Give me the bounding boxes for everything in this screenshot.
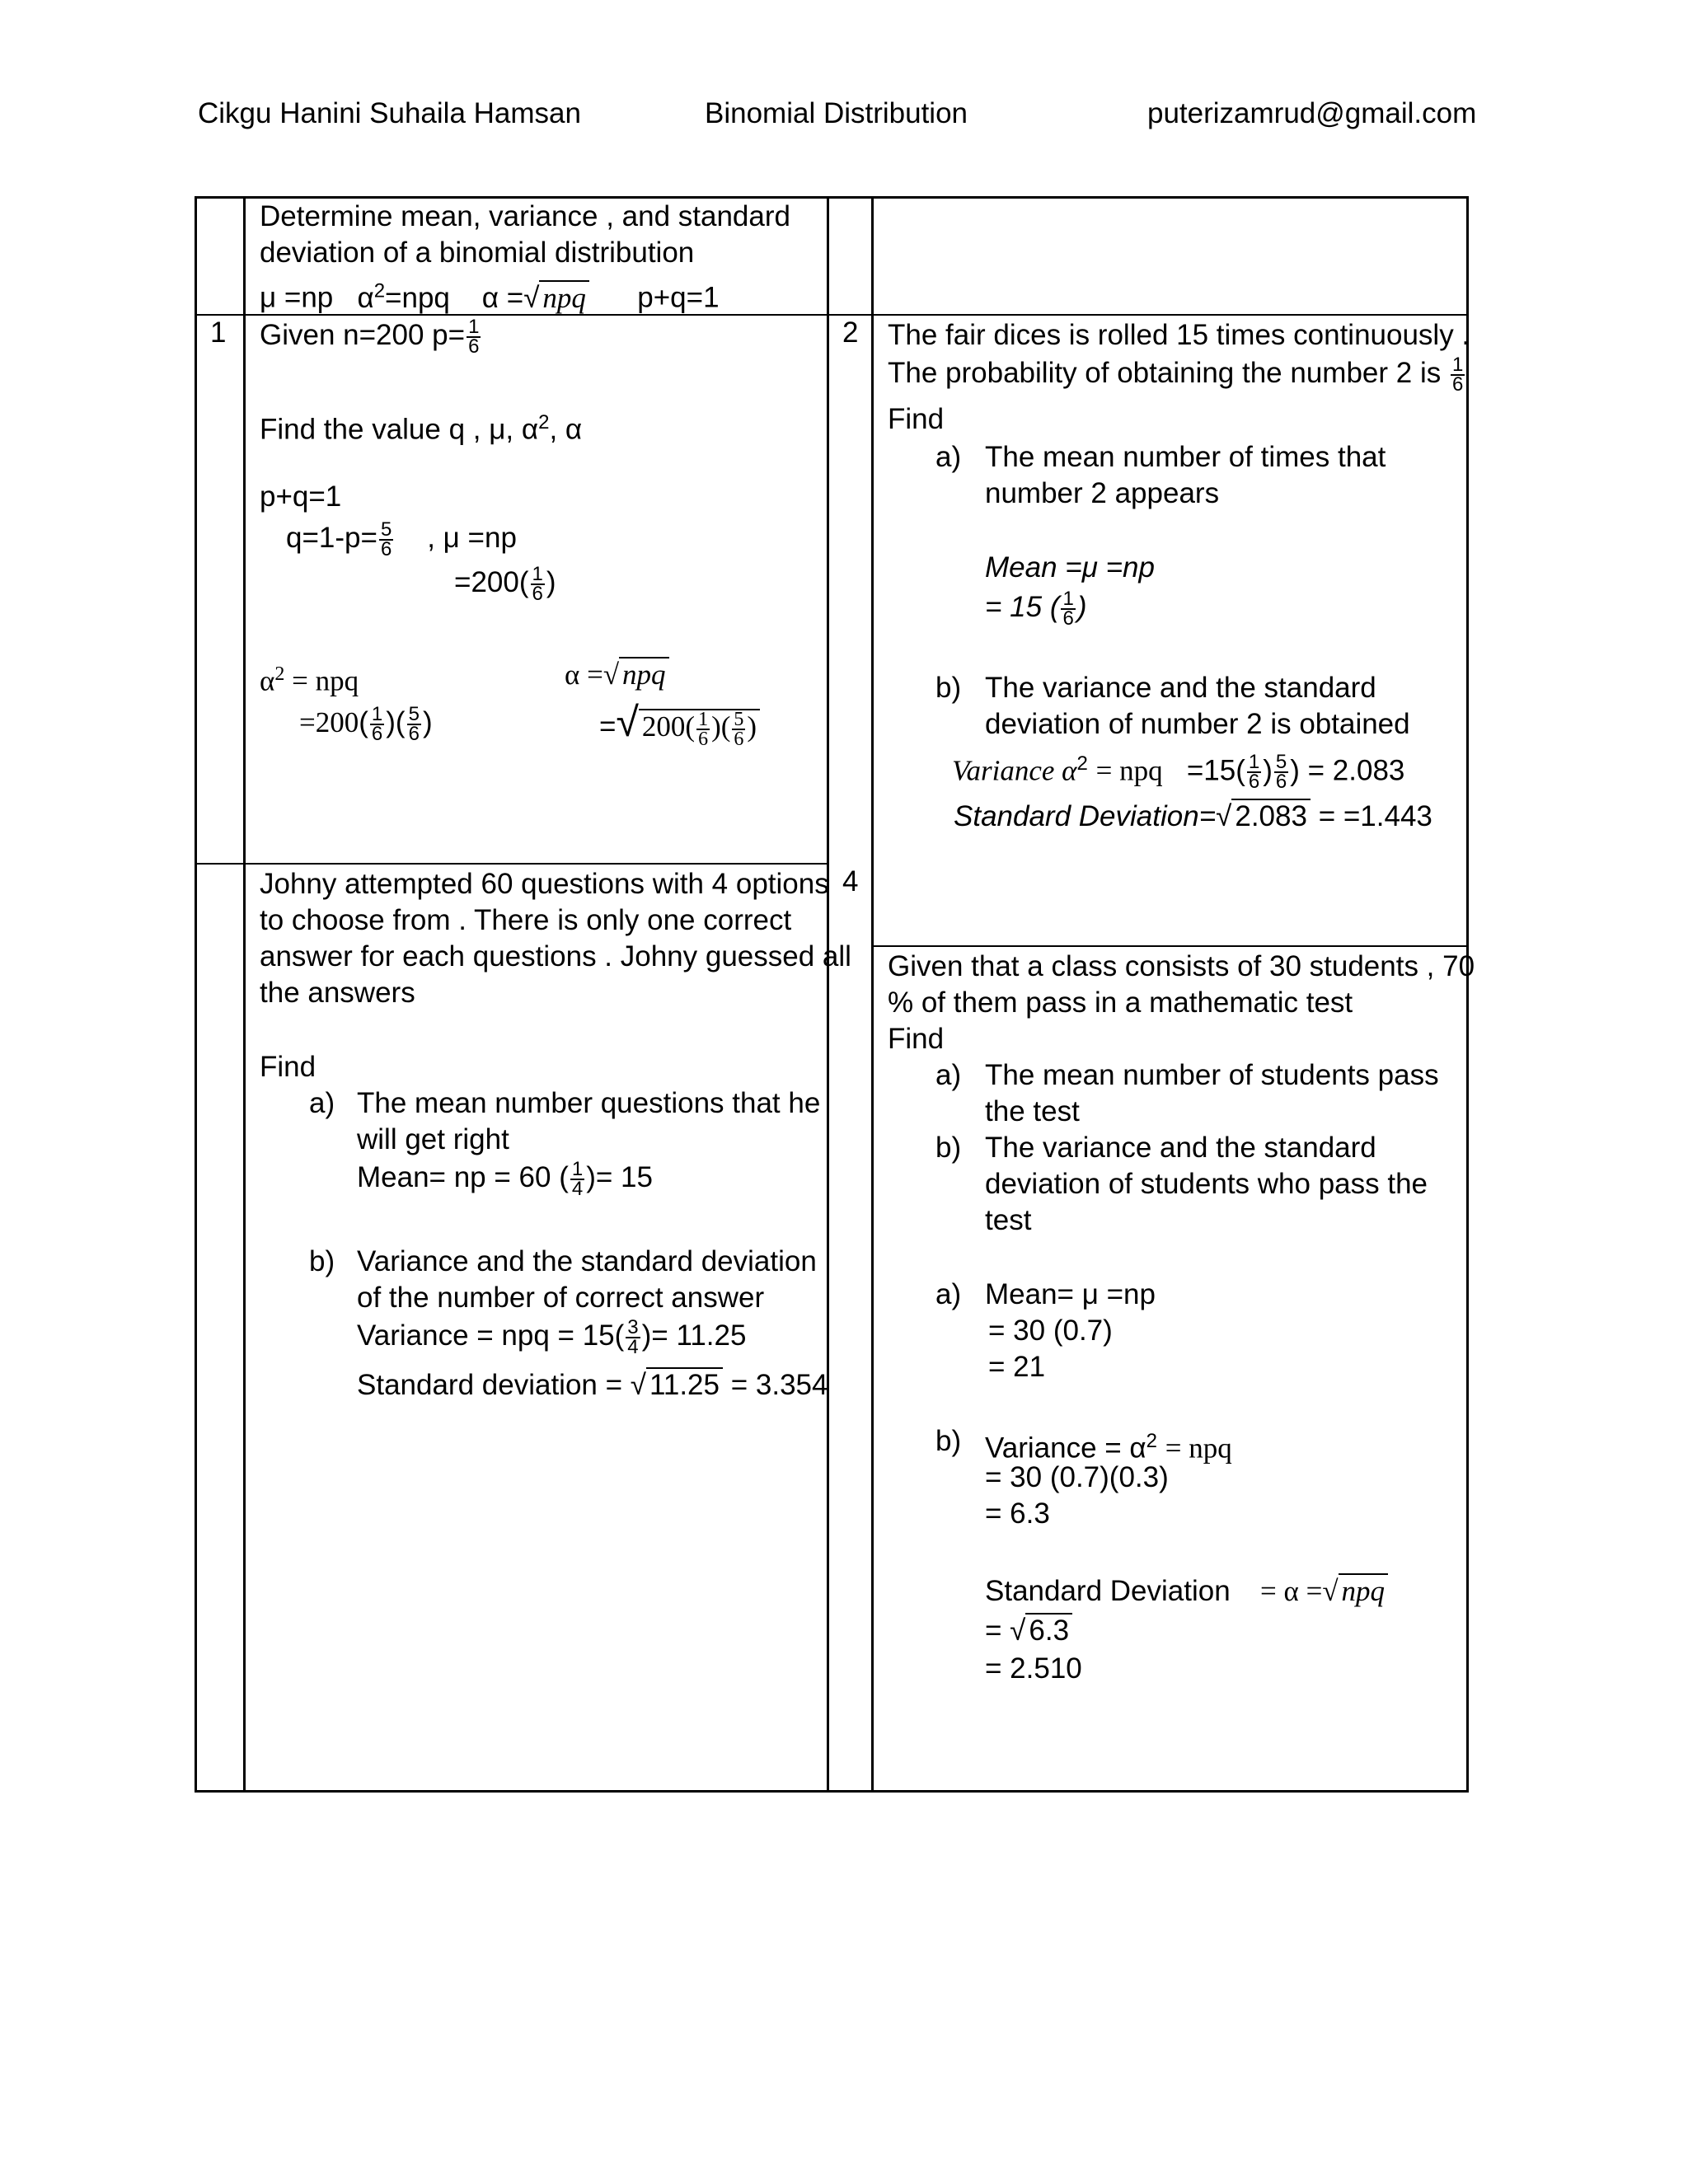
find-line: Find bbox=[888, 1023, 945, 1055]
question-number: 2 bbox=[842, 316, 859, 349]
mean-line: Mean= np = 60 ( $\frac{1}{4}$ )= 15 bbox=[357, 1157, 653, 1200]
q3-line: answer for each questions . Johny guessed all bbox=[260, 940, 851, 972]
part-b-text: The variance and the standard bbox=[985, 1132, 1376, 1164]
q2-line: The probability of obtaining the number 2 is $\frac{1}{6}$ bbox=[888, 353, 1464, 396]
question-number: 1 bbox=[210, 316, 227, 349]
q3-line: to choose from . There is only one correct bbox=[260, 904, 792, 936]
answer-a-mark: a) bbox=[935, 1278, 962, 1310]
mean-value: = 15 ( $\frac{1}{6}$ ) bbox=[985, 587, 1087, 630]
variance-line: Variance $\alpha^2$ = npq =15( $\frac{1}{6}$ ) $\frac{5}{6}$ ) = 2.083 bbox=[952, 751, 1405, 794]
intro-line: deviation of a binomial distribution bbox=[260, 237, 695, 269]
author-name: Cikgu Hanini Suhaila Hamsan bbox=[198, 97, 581, 129]
sd-line: = 2.510 bbox=[985, 1652, 1082, 1685]
q3-line: Johny attempted 60 questions with 4 options bbox=[260, 868, 829, 900]
mu-line: =200( $\frac{1}{6}$ ) bbox=[454, 562, 556, 605]
mean-line: = 30 (0.7) bbox=[988, 1315, 1113, 1347]
mean-line: Mean= μ =np bbox=[985, 1278, 1156, 1310]
q2-line: The fair dices is rolled 15 times continuously . bbox=[888, 319, 1470, 351]
sd-line: Standard Deviation=√ 2.083 = =1.443 bbox=[954, 800, 1432, 832]
find-line: Find the value q , μ, $\alpha^2$, α bbox=[260, 411, 583, 446]
variance-line: Variance = npq = 15( $\frac{3}{4}$ )= 11.25 bbox=[357, 1315, 747, 1358]
part-b-text: deviation of number 2 is obtained bbox=[985, 708, 1410, 740]
sd-value: =√ 200( $\frac{1}{6}$ )( $\frac{5}{6}$ ) bbox=[599, 704, 760, 748]
part-a-mark: a) bbox=[935, 441, 962, 473]
fraction: $\frac{1}{6}$ bbox=[468, 315, 480, 358]
answer-b-mark: b) bbox=[935, 1425, 962, 1457]
part-b-mark: b) bbox=[935, 1132, 962, 1164]
intro-line: Determine mean, variance , and standard bbox=[260, 200, 790, 232]
given-line: Given n=200 p= $\frac{1}{6}$ bbox=[260, 315, 480, 358]
variance-line: Variance = $\alpha^2$ = npq bbox=[985, 1430, 1232, 1465]
part-a-mark: a) bbox=[309, 1087, 335, 1119]
part-b-text: The variance and the standard bbox=[985, 672, 1376, 704]
variance-line: = 30 (0.7)(0.3) bbox=[985, 1461, 1169, 1493]
part-a-text: will get right bbox=[357, 1123, 509, 1155]
sd-line: α =√ npq bbox=[565, 656, 669, 693]
author-email: puterizamrud@gmail.com bbox=[1147, 97, 1477, 129]
part-b-text: deviation of students who pass the bbox=[985, 1168, 1428, 1200]
part-b-mark: b) bbox=[309, 1245, 335, 1277]
sd-formula: = α =√ npq bbox=[1260, 1572, 1388, 1610]
variance-line: $\alpha^2$ = npq bbox=[260, 663, 359, 697]
part-a-text: The mean number of students pass bbox=[985, 1059, 1439, 1091]
part-b-mark: b) bbox=[935, 672, 962, 704]
question-number: 4 bbox=[842, 865, 859, 898]
q3-line: the answers bbox=[260, 977, 415, 1009]
formula-pq: p+q=1 bbox=[637, 281, 720, 314]
mean-line: Mean =μ =np bbox=[985, 551, 1155, 583]
part-a-text: the test bbox=[985, 1095, 1080, 1127]
sd-line: Standard deviation = √ 11.25 = 3.354 bbox=[357, 1369, 828, 1401]
page-topic: Binomial Distribution bbox=[705, 97, 968, 129]
part-b-text: of the number of correct answer bbox=[357, 1282, 765, 1314]
part-a-text: The mean number questions that he bbox=[357, 1087, 821, 1119]
formula-sd: α =√ npq bbox=[482, 282, 589, 314]
part-a-text: The mean number of times that bbox=[985, 441, 1386, 473]
pq-line: p+q=1 bbox=[260, 480, 342, 513]
part-a-mark: a) bbox=[935, 1059, 962, 1091]
q4-line: Given that a class consists of 30 students , 70 bbox=[888, 950, 1475, 982]
formula-mean: μ =np bbox=[260, 281, 334, 314]
mean-line: = 21 bbox=[988, 1351, 1046, 1383]
part-a-text: number 2 appears bbox=[985, 477, 1220, 509]
formula-variance: $\alpha^2=npq$ bbox=[357, 279, 450, 314]
find-line: Find bbox=[260, 1051, 316, 1083]
formula-row bbox=[260, 272, 720, 316]
sd-label: Standard Deviation bbox=[985, 1575, 1231, 1607]
part-b-text: test bbox=[985, 1204, 1032, 1236]
sd-line: = √ 6.3 bbox=[985, 1612, 1072, 1649]
part-b-text: Variance and the standard deviation bbox=[357, 1245, 817, 1277]
variance-value: =200( $\frac{1}{6}$ )( $\frac{5}{6}$ ) bbox=[299, 702, 433, 745]
q-line: q=1-p= $\frac{5}{6}$ , μ =np bbox=[286, 518, 517, 560]
variance-line: = 6.3 bbox=[985, 1497, 1050, 1530]
q4-line: % of them pass in a mathematic test bbox=[888, 987, 1353, 1019]
find-line: Find bbox=[888, 403, 945, 435]
